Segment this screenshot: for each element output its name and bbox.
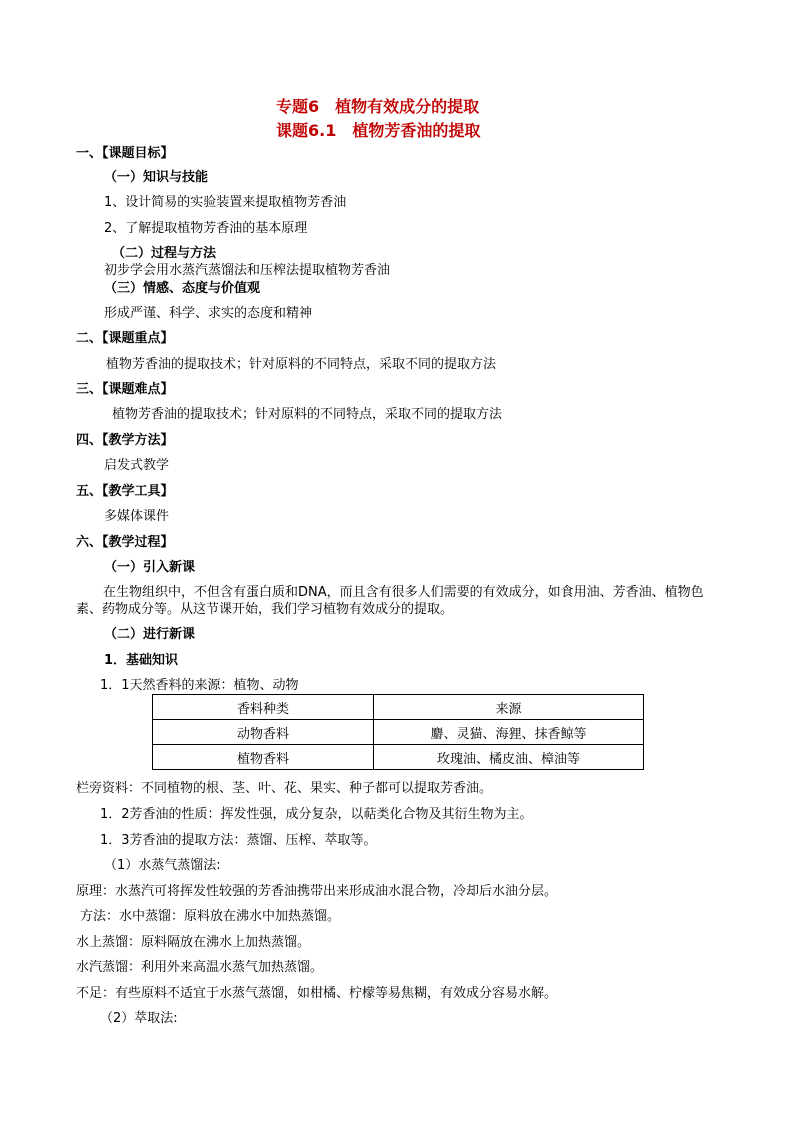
focus-text: 植物芳香油的提取技术；针对原料的不同特点，采取不同的提取方法 — [106, 357, 497, 372]
section-heading-process: 六、【教学过程】 — [76, 535, 174, 550]
table-cell: 麝、灵猫、海狸、抹香鲸等 — [374, 720, 644, 745]
subheading-new-lesson: （二）进行新课 — [104, 627, 196, 642]
subheading-attitude: （三）情感、态度与价值观 — [104, 281, 261, 296]
section-heading-method: 四、【教学方法】 — [76, 433, 174, 448]
page-title: 专题6 植物有效成分的提取 — [276, 97, 480, 116]
subheading-knowledge: （一）知识与技能 — [104, 170, 209, 185]
goal-item-2: 2、了解提取植物芳香油的基本原理 — [104, 221, 308, 236]
table-cell: 植物香料 — [153, 745, 374, 770]
process-text: 初步学会用水蒸汽蒸馏法和压榨法提取植物芳香油 — [104, 263, 391, 278]
sidebar-note: 栏旁资料：不同植物的根、茎、叶、花、果实、种子都可以提取芳香油。 — [76, 781, 493, 796]
table-header-cell: 香料种类 — [153, 695, 374, 720]
steam-heading: （1）水蒸气蒸馏法: — [104, 858, 221, 873]
table-row — [153, 720, 644, 745]
table-cell: 玫瑰油、橘皮油、樟油等 — [374, 745, 644, 770]
basics-heading: 1．基础知识 — [104, 653, 179, 668]
method-line-2: 水上蒸馏：原料隔放在沸水上加热蒸馏。 — [76, 935, 311, 950]
difficulty-text: 植物芳香油的提取技术；针对原料的不同特点，采取不同的提取方法 — [112, 407, 503, 422]
table-row — [153, 745, 644, 770]
subheading-intro: （一）引入新课 — [104, 560, 196, 575]
section-heading-focus: 二、【课题重点】 — [76, 331, 174, 346]
intro-paragraph: 在生物组织中，不但含有蛋白质和DNA，而且含有很多人们需要的有效成分，如食用油、芳香油、植物色素、药物成分等。从这节课开始，我们学习植物有效成分的提取。 — [76, 585, 704, 617]
table-header-cell: 来源 — [374, 695, 644, 720]
section-heading-goals: 一、【课题目标】 — [76, 146, 174, 161]
method-line-3: 水汽蒸馏：利用外来高温水蒸气加热蒸馏。 — [76, 960, 324, 975]
extraction-heading: （2）萃取法: — [100, 1011, 178, 1026]
source-table — [152, 694, 644, 770]
principle-text: 原理：水蒸汽可将挥发性较强的芳香油携带出来形成油水混合物，冷却后水油分层。 — [76, 884, 558, 899]
table-cell: 动物香料 — [153, 720, 374, 745]
attitude-text: 形成严谨、科学、求实的态度和精神 — [104, 306, 313, 321]
tools-text: 多媒体课件 — [104, 509, 170, 524]
property-line: 1．2芳香油的性质：挥发性强，成分复杂，以萜类化合物及其衍生物为主。 — [100, 807, 533, 822]
method-text: 启发式教学 — [104, 458, 170, 473]
section-heading-difficulty: 三、【课题难点】 — [76, 382, 174, 397]
extraction-line: 1．3芳香油的提取方法：蒸馏、压榨、萃取等。 — [100, 833, 377, 848]
table-header-row — [153, 695, 644, 720]
shortcoming-text: 不足：有些原料不适宜于水蒸气蒸馏，如柑橘、柠檬等易焦糊，有效成分容易水解。 — [76, 986, 558, 1001]
goal-item-1: 1、设计简易的实验装置来提取植物芳香油 — [104, 195, 347, 210]
method-line-1: 方法：水中蒸馏：原料放在沸水中加热蒸馏。 — [80, 909, 341, 924]
source-line: 1．1天然香料的来源：植物、动物 — [100, 678, 299, 693]
lesson-title: 课题6.1 植物芳香油的提取 — [276, 121, 481, 140]
subheading-process: （二）过程与方法 — [112, 246, 217, 261]
section-heading-tools: 五、【教学工具】 — [76, 484, 174, 499]
